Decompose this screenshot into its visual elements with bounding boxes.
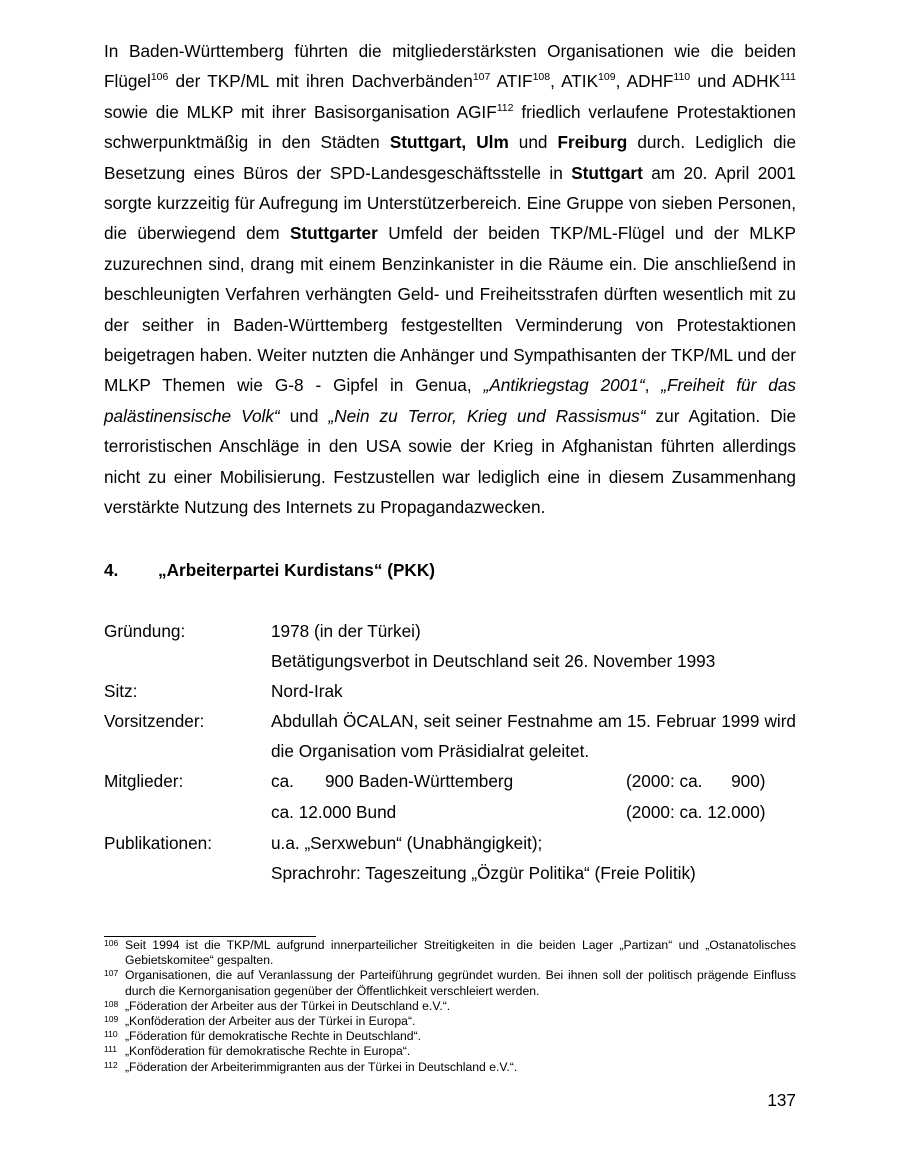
- fact-value: Sprachrohr: Tageszeitung „Özgür Politika“ (Freie Politik): [271, 863, 696, 883]
- slogan-italic: „Freiheit für das palästinensische Volk“: [104, 375, 796, 426]
- fact-value: Betätigungsverbot in Deutschland seit 26. November 1993: [271, 651, 716, 671]
- footnote-number: 110: [104, 1029, 118, 1040]
- fact-label: Gründung:: [104, 621, 186, 641]
- fact-label: Publikationen:: [104, 833, 212, 853]
- city-emphasis: Stuttgarter: [289, 223, 378, 244]
- footnote-separator: [104, 936, 316, 937]
- text-run: durch. Lediglich die Besetzung eines Büros der SPD-Landesgeschäftsstelle in: [104, 132, 797, 183]
- footnote-ref-112[interactable]: 112: [496, 101, 514, 114]
- footnote-number: 108: [104, 998, 119, 1009]
- section-number: 4.: [104, 560, 119, 580]
- section-title: „Arbeiterpartei Kurdistans“ (PKK): [158, 560, 435, 580]
- footnote-108: [104, 999, 796, 1014]
- fact-value: Abdullah ÖCALAN, seit seiner Festnahme am 15. Februar 1999 wird die Organisation vom Präsidialrat geleitet.: [271, 711, 796, 761]
- footnote-ref-106[interactable]: 106: [150, 71, 169, 84]
- fact-value-previous: (2000: ca. 12.000): [626, 802, 766, 822]
- page-number: 137: [767, 1090, 796, 1110]
- footnote-107: [104, 968, 796, 998]
- footnote-text: „Konföderation der Arbeiter aus der Türkei in Europa“.: [125, 1014, 416, 1029]
- city-emphasis: Stuttgart, Ulm: [389, 132, 509, 153]
- body-paragraph: [104, 36, 796, 523]
- footnote-number: 109: [104, 1014, 119, 1025]
- text-run: zur Agitation. Die terroristischen Anschläge in den USA sowie der Krieg in Afghanistan führten allerdings nicht zu einer Mobilisierung. Festzustellen war lediglich eine in diesem Zusammenhang verstärkte Nutzung des Internets zu Propagandazwecken.: [104, 405, 797, 518]
- fact-value: u.a. „Serxwebun“ (Unabhängigkeit);: [271, 833, 543, 853]
- footnote-number: 112: [104, 1059, 118, 1070]
- fact-value: ca.: [271, 771, 294, 791]
- footnote-number: 107: [104, 968, 119, 979]
- footnote-106: [104, 938, 796, 968]
- footnote-text: „Föderation der Arbeiterimmigranten aus der Türkei in Deutschland e.V.“.: [125, 1059, 518, 1074]
- fact-label: Sitz:: [104, 681, 138, 701]
- fact-value-previous: (2000: ca. 900): [626, 771, 766, 791]
- text-run: und: [279, 405, 329, 426]
- fact-value: 900 Baden-Württemberg: [325, 771, 514, 791]
- footnote-text: „Föderation für demokratische Rechte in Deutschland“.: [125, 1029, 422, 1044]
- fact-value: Nord-Irak: [271, 681, 343, 701]
- footnote-ref-107[interactable]: 107: [472, 71, 491, 84]
- text-run: friedlich verlaufene Protestaktionen schwerpunktmäßig in den Städten: [104, 101, 796, 153]
- city-emphasis: Stuttgart: [571, 162, 643, 183]
- text-run: und: [508, 132, 558, 153]
- footnote-110: [104, 1029, 796, 1044]
- text-run: der TKP/ML mit ihren Dachverbänden: [168, 71, 473, 92]
- slogan-italic: „Nein zu Terror, Krieg und Rassismus“: [328, 405, 646, 426]
- footnote-text: Seit 1994 ist die TKP/ML aufgrund innerparteilicher Streitigkeiten in die beiden Lager „Partizan“ und „Ostanatolisches Gebietskomitee“ gespalten.: [125, 938, 796, 968]
- footnote-112: [104, 1060, 796, 1075]
- footnote-number: 106: [104, 938, 119, 948]
- text-run: und ADHK: [690, 71, 781, 92]
- text-run: Umfeld der beiden TKP/ML-Flügel und der MLKP zuzurechnen sind, drang mit einem Benzinkanister in die Räume ein. Die anschließend in beschleunigten Verfahren verhängten Geld- und Freiheitsstrafen dürften wesentlich mit zu der seither in Baden-Württemberg festgestellten Verminderung von Protestaktionen beigetragen haben. Weiter nutzten die Anhänger und Sympathisanten der TKP/ML und der MLKP Themen wie G-8 - Gipfel in Genua,: [104, 223, 797, 396]
- footnote-109: [104, 1014, 796, 1029]
- text-run: In Baden-Württemberg führten die mitgliederstärksten Organisationen wie die beiden Flügel: [104, 41, 796, 92]
- fact-value: 1978 (in der Türkei): [271, 621, 421, 641]
- section-heading: [104, 556, 796, 584]
- text-run: ,: [644, 375, 662, 396]
- footnote-text: „Konföderation für demokratische Rechte in Europa“.: [125, 1044, 411, 1059]
- footnote-ref-110[interactable]: 110: [673, 71, 691, 84]
- footnote-111: [104, 1044, 796, 1059]
- footnotes: [104, 938, 796, 1075]
- text-run: ATIF: [490, 71, 533, 92]
- footnote-ref-109[interactable]: 109: [598, 71, 616, 84]
- text-run: , ATIK: [550, 71, 599, 92]
- footnote-text: Organisationen, die auf Veranlassung der Parteiführung gegründet wurden. Bei ihnen soll der politisch prägende Einfluss durch die Kernorganisation gegenüber der Öffentlichkeit verschleiert werden.: [125, 968, 796, 998]
- slogan-italic: „Antikriegstag 2001“: [483, 375, 645, 396]
- fact-value: ca. 12.000 Bund: [271, 802, 397, 822]
- footnote-ref-111[interactable]: 111: [780, 71, 797, 84]
- text-run: am 20. April 2001 sorgte kurzzeitig für Aufregung im Unterstützerbereich. Eine Gruppe von sieben Personen, die überwiegend dem: [104, 162, 796, 244]
- footnote-text: „Föderation der Arbeiter aus der Türkei in Deutschland e.V.“.: [125, 998, 451, 1013]
- text-run: sowie die MLKP mit ihrer Basisorganisation AGIF: [104, 101, 497, 122]
- city-emphasis: Freiburg: [557, 132, 628, 153]
- footnote-ref-108[interactable]: 108: [532, 71, 551, 84]
- fact-label: Mitglieder:: [104, 771, 184, 791]
- footnote-number: 111: [104, 1044, 117, 1055]
- fact-label: Vorsitzender:: [104, 711, 205, 731]
- text-run: , ADHF: [615, 71, 674, 92]
